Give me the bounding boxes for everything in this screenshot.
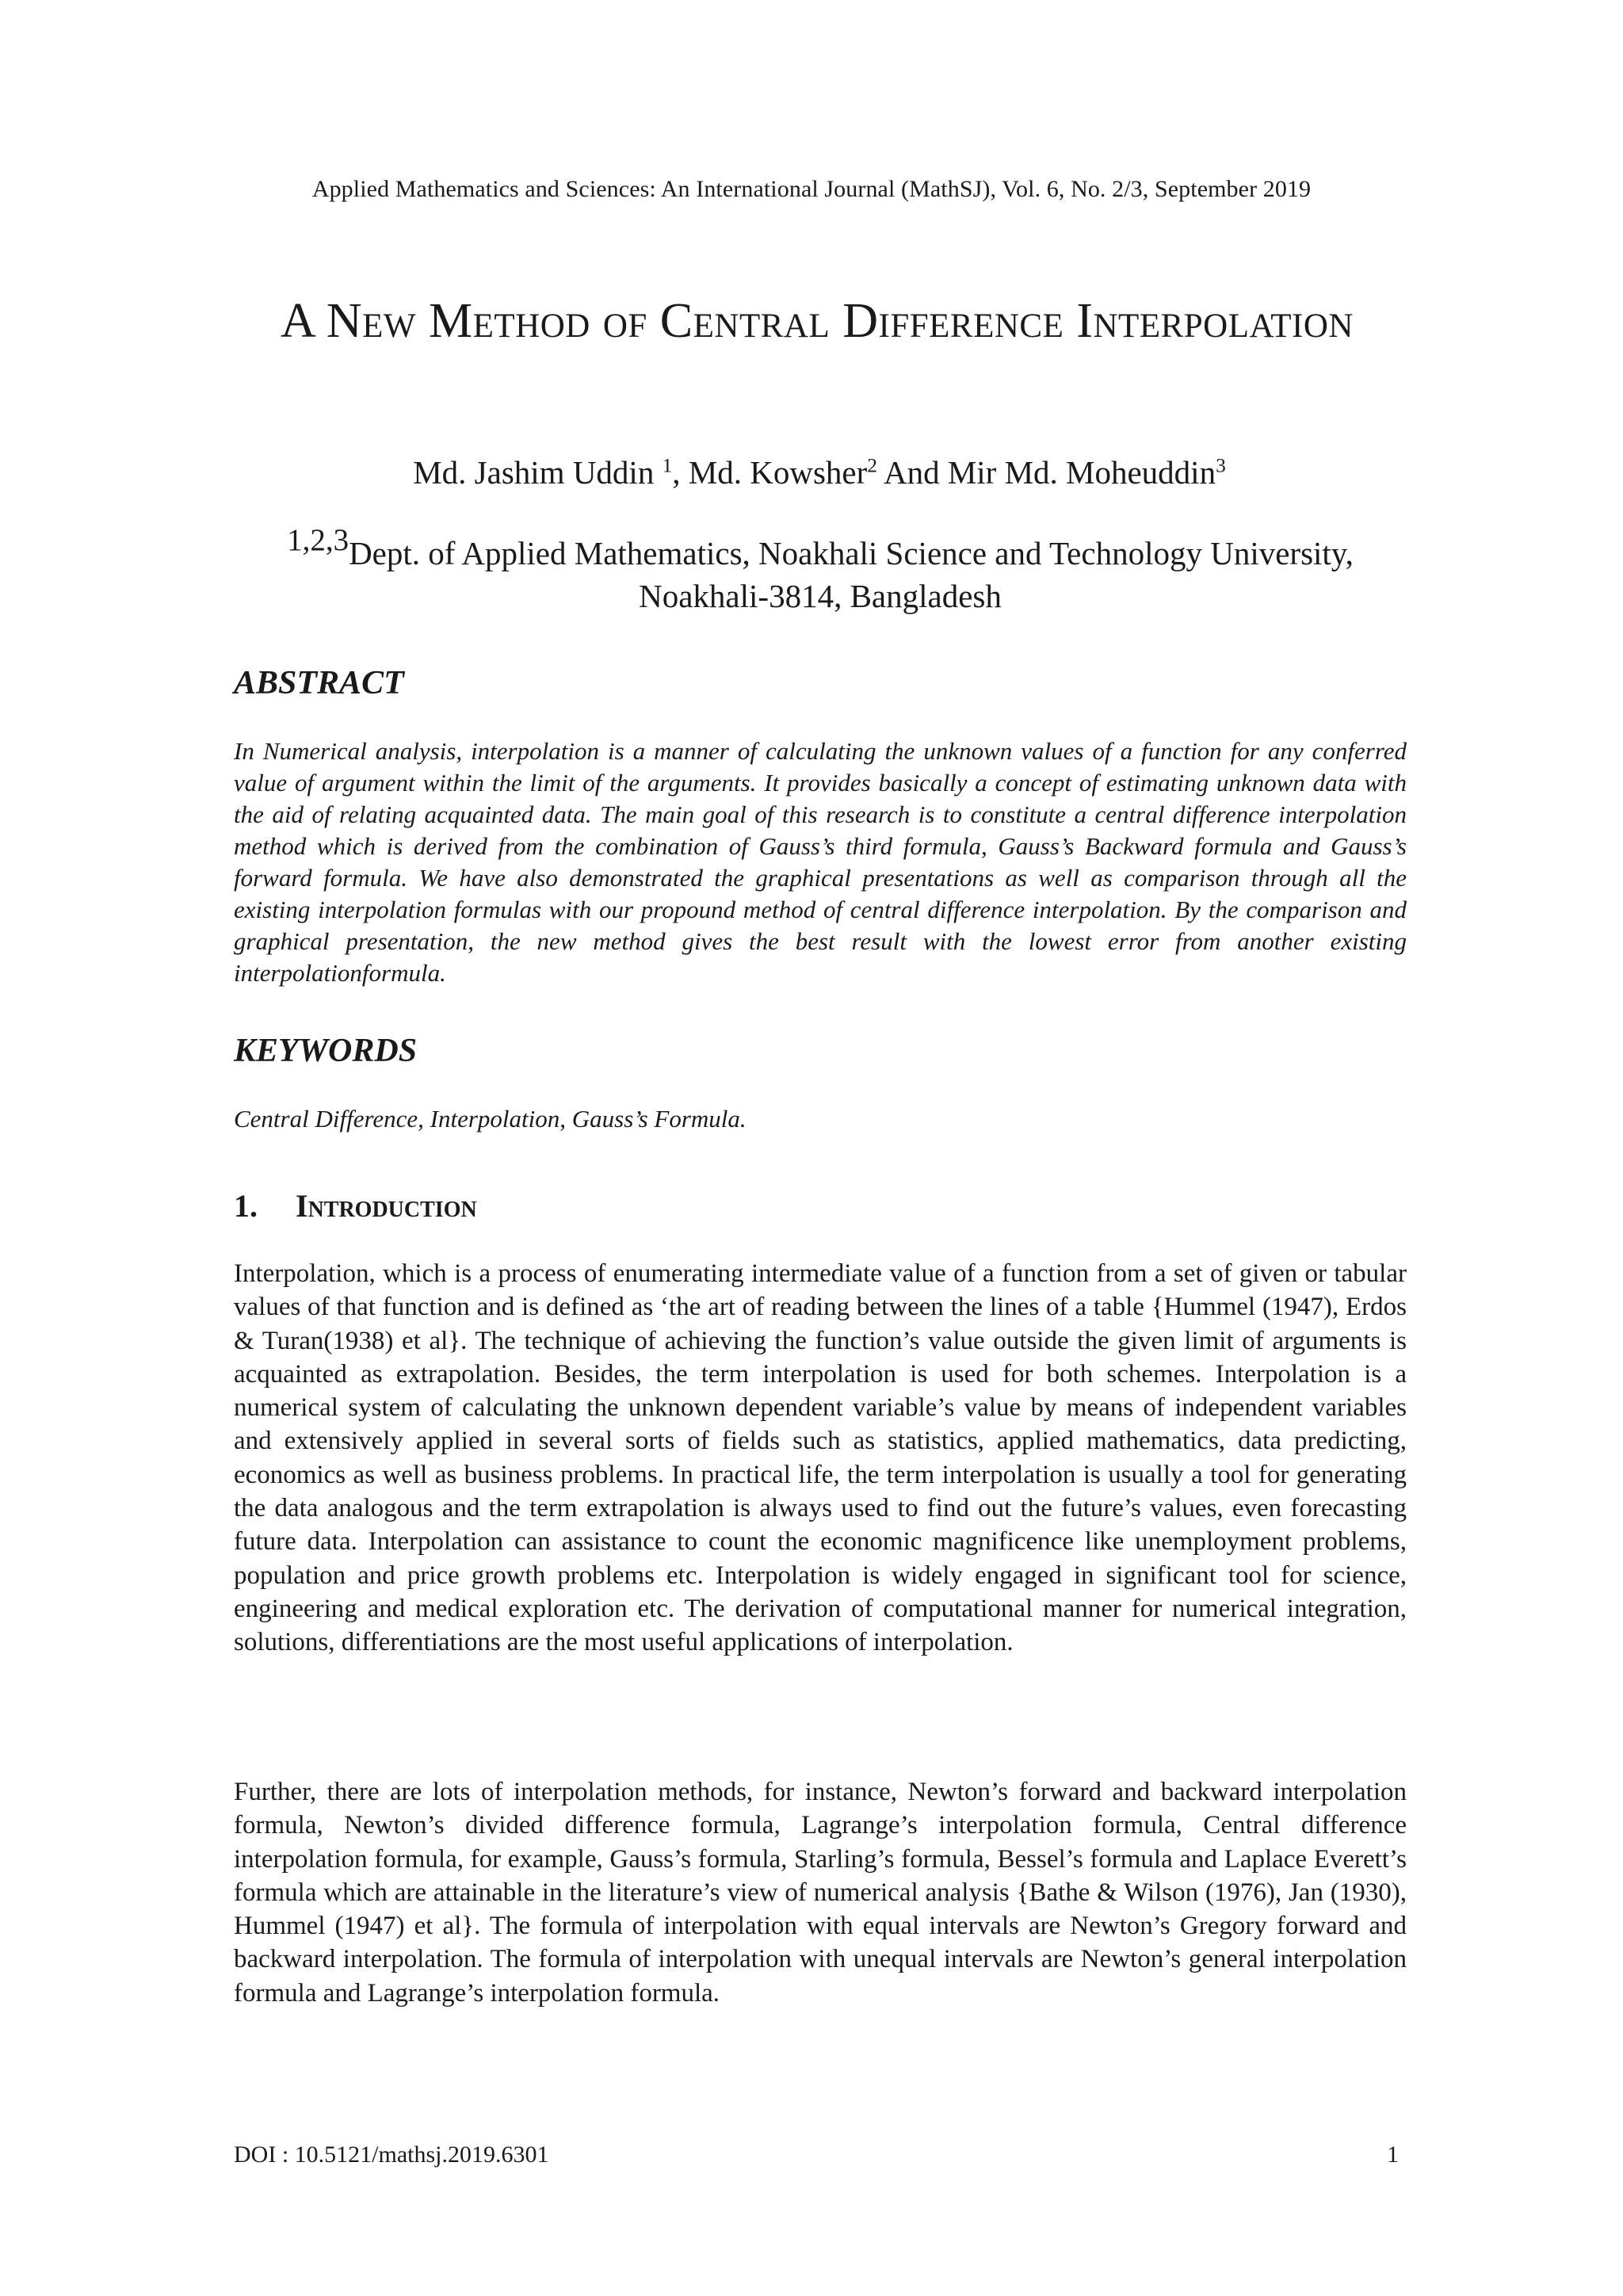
- author-superscript: 1: [662, 454, 673, 477]
- running-header: Applied Mathematics and Sciences: An International Journal (MathSJ), Vol. 6, No. 2/3, September 2019: [311, 176, 1312, 202]
- section-title: Introduction: [296, 1188, 477, 1224]
- keywords-heading: KEYWORDS: [234, 1033, 418, 1069]
- doi-text: DOI : 10.5121/mathsj.2019.6301: [234, 2141, 549, 2168]
- section-number: 1.: [234, 1188, 258, 1224]
- page-footer: [234, 2141, 1407, 2168]
- affiliation: [234, 523, 1407, 617]
- author-superscript: 3: [1216, 454, 1226, 477]
- page-number: 1: [1387, 2141, 1399, 2168]
- affiliation-marks: 1,2,3: [287, 523, 349, 557]
- abstract-heading: ABSTRACT: [234, 665, 404, 701]
- introduction-heading: [234, 1187, 477, 1224]
- keywords-body: Central Difference, Interpolation, Gauss’s Formula.: [234, 1105, 747, 1133]
- intro-paragraph-1: Interpolation, which is a process of enumerating intermediate value of a function from a set of given or tabular values of that function and is defined as ‘the art of reading between the lines of a table {Hummel (1947), Erdos & Turan(1938) et al}. The technique of achieving the function’s value outside the given limit of arguments is acquainted as extrapolation. Besides, the term interpolation is used for both schemes. Interpolation is a numerical system of calculating the unknown dependent variable’s value by means of independent variables and extensively applied in several sorts of fields such as statistics, applied mathematics, data predicting, economics as well as business problems. In practical life, the term interpolation is usually a tool for generating the data analogous and the term extrapolation is always used to find out the future’s values, even forecasting future data. Interpolation can assistance to count the economic magnificence like unemployment problems, population and price growth problems etc. Interpolation is widely engaged in significant tool for science, engineering and medical exploration etc. The derivation of computational manner for numerical integration, solutions, differentiations are the most useful applications of interpolation.: [234, 1259, 1407, 1657]
- intro-paragraph-2: Further, there are lots of interpolation methods, for instance, Newton’s forward and backward interpolation formula, Newton’s divided difference formula, Lagrange’s interpolation formula, Central difference interpolation formula, for example, Gauss’s formula, Starling’s formula, Bessel’s formula and Laplace Everett’s formula which are attainable in the literature’s view of numerical analysis {Bathe & Wilson (1976), Jan (1930), Hummel (1947) et al}. The formula of interpolation with equal intervals are Newton’s Gregory forward and backward interpolation. The formula of interpolation with unequal intervals are Newton’s general interpolation formula and Lagrange’s interpolation formula.: [234, 1778, 1407, 2008]
- abstract-body: In Numerical analysis, interpolation is a manner of calculating the unknown values of a function for any conferred value of argument within the limit of the arguments. It provides basically a concept of estimating unknown data with the aid of relating acquainted data. The main goal of this research is to constitute a central difference interpolation method which is derived from the combination of Gauss’s third formula, Gauss’s Backward formula and Gauss’s forward formula. We have also demonstrated the graphical presentations as well as comparison through all the existing interpolation formulas with our propound method of central difference interpolation. By the comparison and graphical presentation, the new method gives the best result with the lowest error from another existing interpolationformula.: [234, 737, 1407, 987]
- author-name: , Md. Kowsher: [672, 454, 868, 491]
- paper-title: A New Method of Central Difference Interpolation: [281, 294, 1354, 348]
- author-line: [0, 453, 1623, 491]
- author-name: And Mir Md. Moheuddin: [876, 454, 1216, 491]
- author-name: Md. Jashim Uddin: [413, 454, 663, 491]
- author-superscript: 2: [867, 454, 877, 477]
- affiliation-text: Dept. of Applied Mathematics, Noakhali Science and Technology University, Noakhali-3814, Bangladesh: [349, 535, 1354, 614]
